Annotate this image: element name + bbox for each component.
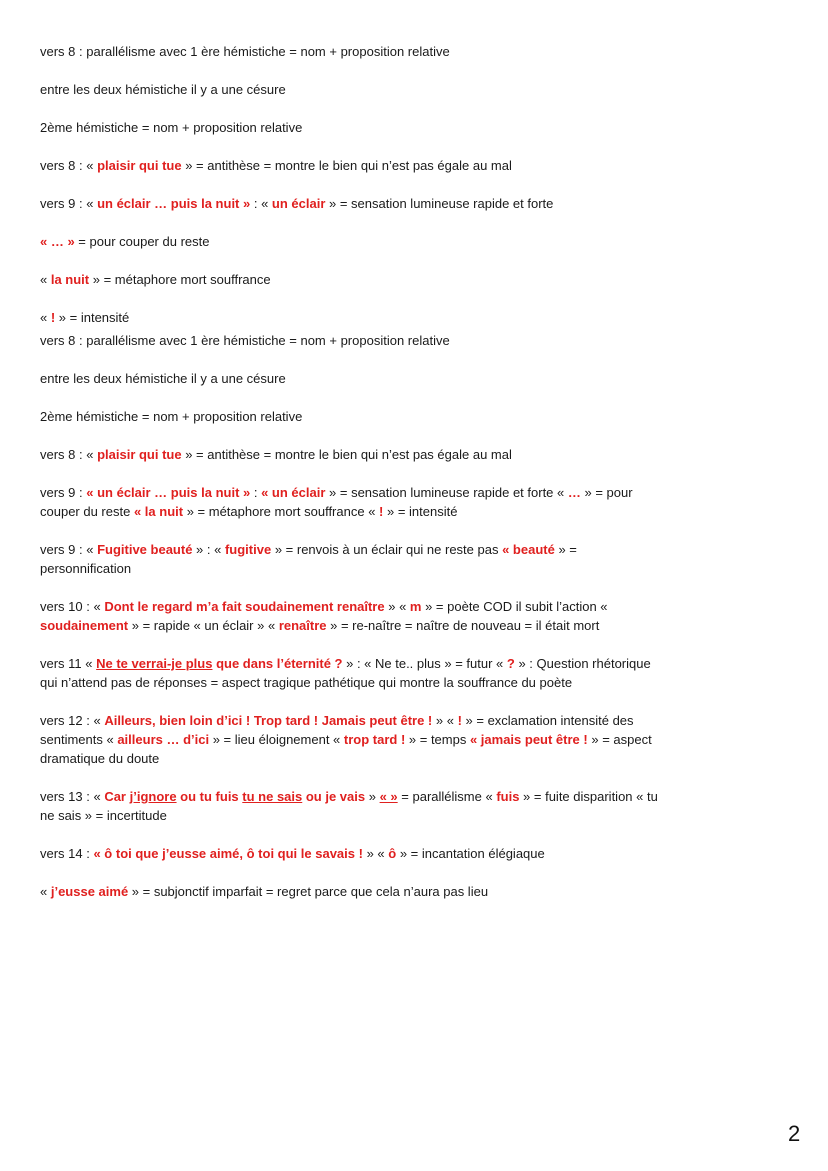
text-segment: » = poète COD il subit l’action «	[421, 599, 608, 614]
text-line	[40, 540, 670, 578]
text-segment: vers 8 : «	[40, 447, 98, 462]
text-segment: » : Question rhétorique qui n’attend pas de réponses = aspect tragique pathétique qui montre la souffrance du poète	[40, 656, 651, 690]
text-line	[40, 597, 670, 635]
highlighted-quote: ou je vais	[302, 789, 366, 804]
highlighted-quote: ou tu fuis	[176, 789, 243, 804]
text-segment: » «	[432, 713, 458, 728]
highlighted-quote: « un éclair … puis la nuit »	[86, 485, 251, 500]
text-segment: » = subjonctif imparfait = regret parce que cela n’aura pas lieu	[128, 884, 489, 899]
text-segment: » = personnification	[40, 542, 577, 576]
text-segment: : «	[250, 196, 272, 211]
highlighted-quote: « un éclair	[261, 485, 326, 500]
text-segment: vers 9 : «	[40, 542, 98, 557]
text-segment: vers 14 :	[40, 846, 94, 861]
highlighted-quote: « jamais peut être !	[469, 732, 588, 747]
text-segment: » = exclamation intensité des sentiments «	[40, 713, 634, 747]
text-segment: vers 8 : parallélisme avec 1 ère hémistiche = nom + proposition relative	[40, 333, 450, 348]
page-number: 2	[788, 1121, 801, 1146]
text-line	[40, 118, 670, 137]
highlighted-quote: que dans l’éternité ?	[212, 656, 343, 671]
text-segment: = parallélisme «	[397, 789, 497, 804]
text-segment: » = sensation lumineuse rapide et forte «	[325, 485, 568, 500]
highlighted-quote: fugitive	[224, 542, 272, 557]
text-line	[40, 369, 670, 388]
text-line	[40, 308, 670, 327]
highlighted-quote: !	[50, 310, 56, 325]
highlighted-quote: ô	[388, 846, 397, 861]
text-segment: :	[250, 485, 262, 500]
text-segment: » = fuite disparition « tu ne sais » = incertitude	[40, 789, 658, 823]
highlighted-quote: m	[409, 599, 422, 614]
text-segment: vers 11 «	[40, 656, 97, 671]
highlighted-quote: Ailleurs, bien loin d’ici ! Trop tard ! Jamais peut être !	[104, 713, 433, 728]
text-segment: » = renvois à un éclair qui ne reste pas	[271, 542, 503, 557]
text-segment: » «	[362, 846, 389, 861]
document-body	[40, 42, 670, 901]
text-segment: » = lieu éloignement «	[209, 732, 344, 747]
highlighted-quote: « beauté	[502, 542, 555, 557]
text-line	[40, 156, 670, 175]
text-segment: » = intensité	[383, 504, 458, 519]
text-line	[40, 42, 670, 61]
highlighted-quote: j’eusse aimé	[50, 884, 129, 899]
highlighted-quote: « ô toi que j’eusse aimé, ô toi qui le savais !	[93, 846, 363, 861]
text-segment: » = sensation lumineuse rapide et forte	[325, 196, 554, 211]
highlighted-quote: soudainement	[40, 618, 129, 633]
highlighted-quote: Fugitive beauté	[97, 542, 193, 557]
text-line	[40, 483, 670, 521]
text-segment: » = re-naître = naître de nouveau = il était mort	[326, 618, 600, 633]
text-segment: vers 9 :	[40, 485, 87, 500]
highlighted-quote: renaître	[278, 618, 327, 633]
text-line	[40, 844, 670, 863]
highlighted-quote: ailleurs … d’ici	[117, 732, 210, 747]
text-segment: » = antithèse = montre le bien qui n’est pas égale au mal	[181, 447, 512, 462]
text-segment: » : «	[192, 542, 225, 557]
text-segment: «	[40, 272, 51, 287]
text-segment: vers 9 : «	[40, 196, 98, 211]
highlighted-quote: « »	[379, 789, 398, 804]
text-segment: «	[40, 310, 51, 325]
text-segment: vers 8 : parallélisme avec 1 ère hémistiche = nom + proposition relative	[40, 44, 450, 59]
highlighted-quote: trop tard !	[343, 732, 406, 747]
text-segment: » : « Ne te.. plus » = futur «	[342, 656, 507, 671]
highlighted-quote: Dont le regard m’a fait soudainement renaître	[104, 599, 385, 614]
highlighted-quote: la nuit	[50, 272, 90, 287]
text-line	[40, 194, 670, 213]
text-segment: 2ème hémistiche = nom + proposition relative	[40, 120, 303, 135]
text-segment: entre les deux hémistiche il y a une césure	[40, 371, 286, 386]
text-segment: vers 8 : «	[40, 158, 98, 173]
text-line	[40, 882, 670, 901]
highlighted-quote: !	[379, 504, 384, 519]
highlighted-quote: plaisir qui tue	[97, 158, 182, 173]
highlighted-quote: tu ne sais	[242, 789, 303, 804]
text-segment: = pour couper du reste	[74, 234, 210, 249]
highlighted-quote: plaisir qui tue	[97, 447, 182, 462]
text-line	[40, 445, 670, 464]
text-segment: » = incantation élégiaque	[396, 846, 545, 861]
highlighted-quote: Ne te verrai-je plus	[96, 656, 213, 671]
text-segment: entre les deux hémistiche il y a une césure	[40, 82, 286, 97]
text-segment: »	[365, 789, 380, 804]
highlighted-quote: …	[567, 485, 581, 500]
text-line	[40, 270, 670, 289]
text-segment: » = métaphore mort souffrance «	[183, 504, 380, 519]
highlighted-quote: fuis	[496, 789, 520, 804]
text-line	[40, 80, 670, 99]
text-line	[40, 232, 670, 251]
text-segment: » «	[384, 599, 410, 614]
text-segment: vers 10 : «	[40, 599, 105, 614]
highlighted-quote: un éclair … puis la nuit »	[97, 196, 251, 211]
highlighted-quote: Car	[104, 789, 130, 804]
text-segment: » = rapide « un éclair » «	[128, 618, 279, 633]
text-segment: » = pour couper du reste	[40, 485, 633, 519]
text-line	[40, 331, 670, 350]
text-segment: vers 13 : «	[40, 789, 105, 804]
text-segment: » = antithèse = montre le bien qui n’est pas égale au mal	[181, 158, 512, 173]
highlighted-quote: j’ignore	[129, 789, 177, 804]
text-segment: «	[40, 884, 51, 899]
text-line	[40, 407, 670, 426]
highlighted-quote: « … »	[40, 234, 75, 249]
text-segment: » = aspect dramatique du doute	[40, 732, 652, 766]
highlighted-quote: un éclair	[271, 196, 326, 211]
highlighted-quote: !	[457, 713, 462, 728]
text-line	[40, 654, 670, 692]
text-segment: 2ème hémistiche = nom + proposition relative	[40, 409, 303, 424]
text-line	[40, 711, 670, 768]
text-segment: vers 12 : «	[40, 713, 105, 728]
text-segment: » = métaphore mort souffrance	[89, 272, 271, 287]
text-segment: » = intensité	[55, 310, 130, 325]
highlighted-quote: ?	[506, 656, 515, 671]
text-segment: » = temps	[405, 732, 470, 747]
highlighted-quote: « la nuit	[133, 504, 184, 519]
text-line	[40, 787, 670, 825]
